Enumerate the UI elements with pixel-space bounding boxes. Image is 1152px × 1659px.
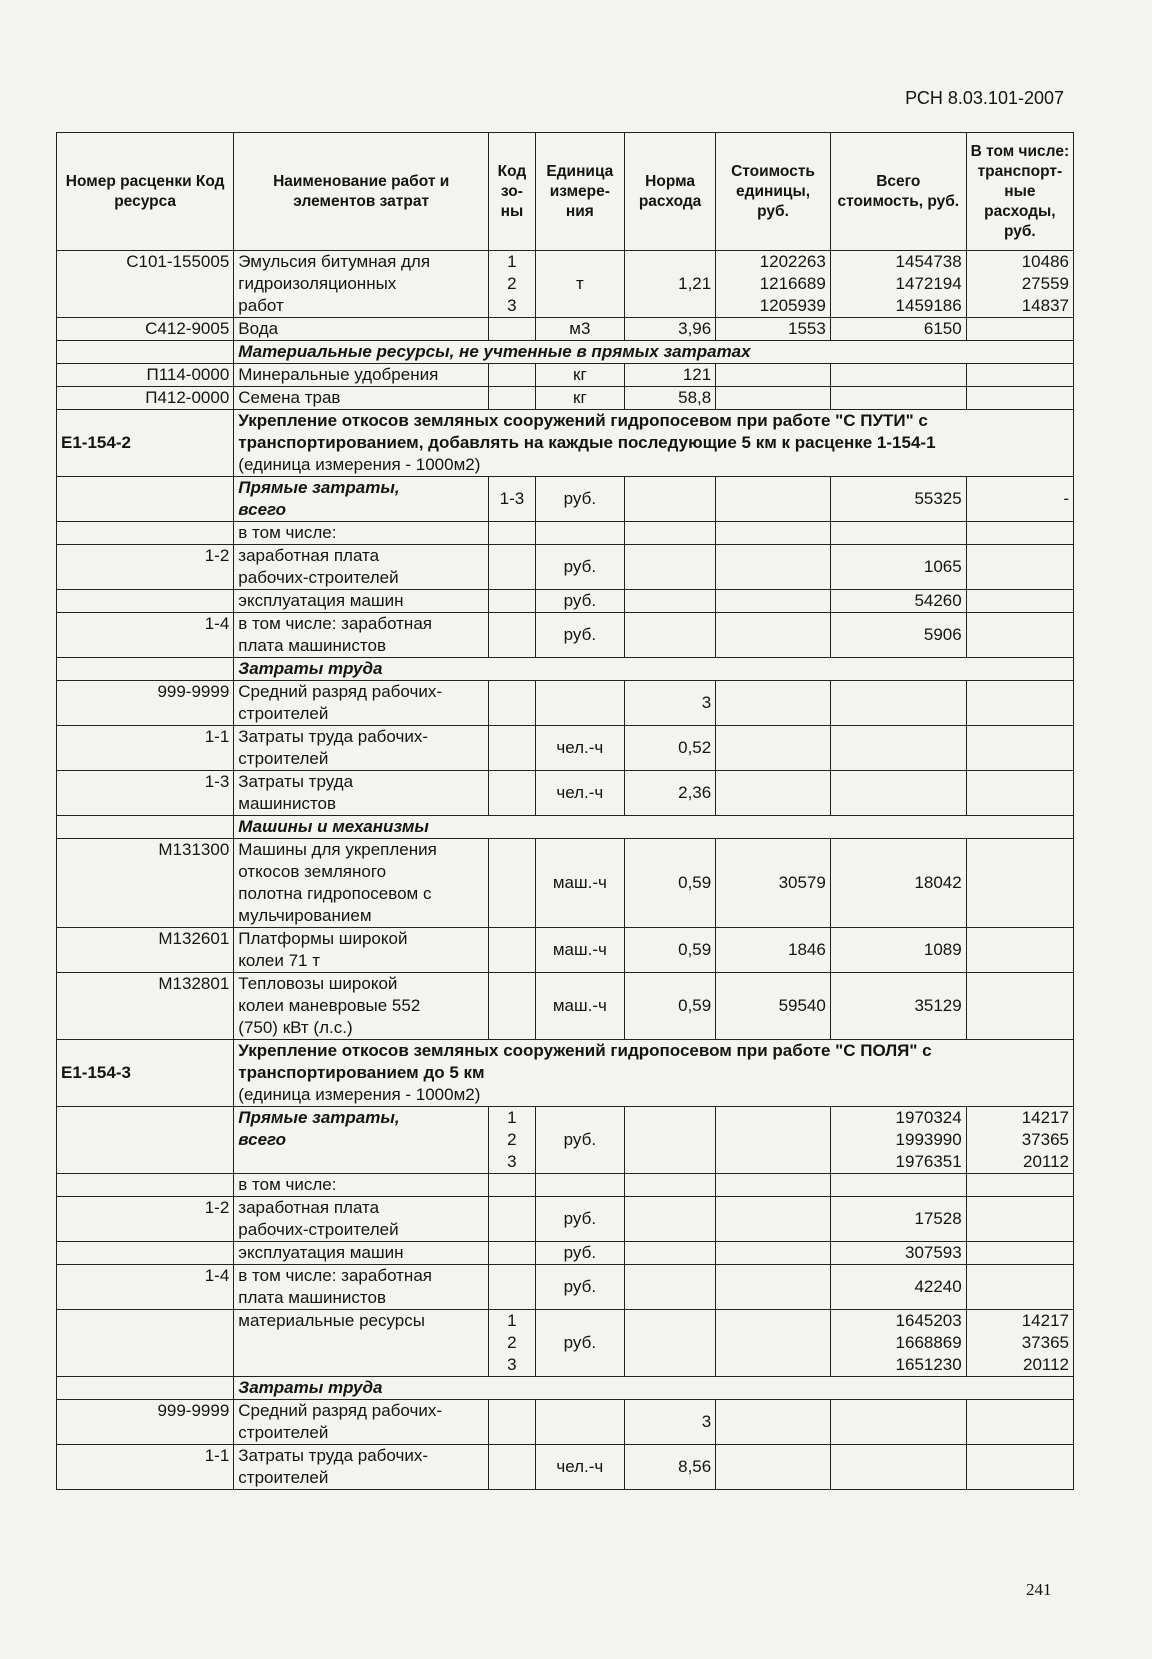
table-row	[57, 1242, 1074, 1265]
norm-cell: 0,59	[624, 973, 715, 1040]
name-cell: Затраты труда рабочих- строителей	[234, 726, 489, 771]
code-cell: 1-3	[57, 771, 234, 816]
transport-cell: 14217 37365 20112	[966, 1107, 1073, 1174]
name-cell: Машины для укрепления откосов земляного полотна гидропосевом с мульчированием	[234, 839, 489, 928]
rate-code: Е1-154-3	[57, 1040, 234, 1107]
code-cell: М132801	[57, 973, 234, 1040]
section-title: Материальные ресурсы, не учтенные в прямых затратах	[234, 341, 1074, 364]
unit-cost-cell: 30579	[716, 839, 831, 928]
transport-cell: 14217 37365 20112	[966, 1310, 1073, 1377]
zone-cell: 1 2 3	[489, 1310, 536, 1377]
unit-cell: кг	[535, 387, 624, 410]
column-header: Код зо-ны	[489, 133, 536, 251]
code-cell: С412-9005	[57, 318, 234, 341]
norm-cell: 3	[624, 1400, 715, 1445]
rate-title-text: Укрепление откосов земляных сооружений гидропосевом при работе "С ПОЛЯ" с транспортированием до 5 км	[238, 1041, 932, 1082]
table-row	[57, 364, 1074, 387]
name-cell: Вода	[234, 318, 489, 341]
section-row	[57, 816, 1074, 839]
section-title: Затраты труда	[234, 1377, 1074, 1400]
rate-title-text: Укрепление откосов земляных сооружений гидропосевом при работе "С ПУТИ" с транспортированием, добавлять на каждые последующие 5 км к расценке 1-154-1	[238, 411, 936, 452]
table-row	[57, 1445, 1074, 1490]
name-cell: эксплуатация машин	[234, 590, 489, 613]
unit-cell: руб.	[535, 590, 624, 613]
column-header: Номер расценки Код ресурса	[57, 133, 234, 251]
table-row	[57, 387, 1074, 410]
unit-cell: руб.	[535, 1107, 624, 1174]
unit-cost-cell: 1553	[716, 318, 831, 341]
code-cell: 999-9999	[57, 681, 234, 726]
table-row	[57, 771, 1074, 816]
table-row	[57, 839, 1074, 928]
table-header-row	[57, 133, 1074, 251]
unit-cost-cell: 1202263 1216689 1205939	[716, 251, 831, 318]
transport-cell	[966, 318, 1073, 341]
transport-cell: 10486 27559 14837	[966, 251, 1073, 318]
name-cell: Тепловозы широкой колеи маневровые 552 (750) кВт (л.с.)	[234, 973, 489, 1040]
name-cell: Затраты труда рабочих- строителей	[234, 1445, 489, 1490]
unit-note: (единица измерения - 1000м2)	[238, 455, 481, 474]
unit-cell: м3	[535, 318, 624, 341]
norm-cell: 3,96	[624, 318, 715, 341]
name-cell: Прямые затраты, всего	[234, 477, 489, 522]
column-header: Норма расхода	[624, 133, 715, 251]
norm-cell: 0,52	[624, 726, 715, 771]
unit-cell: кг	[535, 364, 624, 387]
table-row	[57, 1174, 1074, 1197]
table-row	[57, 477, 1074, 522]
name-cell: в том числе:	[234, 1174, 489, 1197]
column-header: Всего стоимость, руб.	[830, 133, 966, 251]
unit-cell: маш.-ч	[535, 973, 624, 1040]
table-row	[57, 928, 1074, 973]
unit-cell: т	[535, 251, 624, 318]
code-cell: 1-4	[57, 1265, 234, 1310]
total-cell: 1970324 1993990 1976351	[830, 1107, 966, 1174]
norm-cell: 0,59	[624, 839, 715, 928]
total-cell: 1065	[830, 545, 966, 590]
code-cell: 1-4	[57, 613, 234, 658]
unit-cell: маш.-ч	[535, 928, 624, 973]
table-row	[57, 522, 1074, 545]
table-row	[57, 1265, 1074, 1310]
unit-cell: чел.-ч	[535, 1445, 624, 1490]
code-cell: С101-155005	[57, 251, 234, 318]
code-cell: 1-2	[57, 545, 234, 590]
section-title: Машины и механизмы	[234, 816, 1074, 839]
code-cell: П114-0000	[57, 364, 234, 387]
section-row	[57, 341, 1074, 364]
norm-cell: 3	[624, 681, 715, 726]
table-row	[57, 1107, 1074, 1174]
name-cell: в том числе: заработная плата машинистов	[234, 1265, 489, 1310]
zone-cell: 1 2 3	[489, 251, 536, 318]
unit-cell: чел.-ч	[535, 726, 624, 771]
name-cell: Семена трав	[234, 387, 489, 410]
rate-title	[234, 1040, 1074, 1107]
norm-cell: 2,36	[624, 771, 715, 816]
zone-cell: 1 2 3	[489, 1107, 536, 1174]
name-cell: в том числе:	[234, 522, 489, 545]
code-cell: 1-1	[57, 1445, 234, 1490]
unit-cell: руб.	[535, 477, 624, 522]
name-cell: Прямые затраты, всего	[234, 1107, 489, 1174]
name-cell: Средний разряд рабочих- строителей	[234, 1400, 489, 1445]
total-cell: 18042	[830, 839, 966, 928]
total-cell: 1645203 1668869 1651230	[830, 1310, 966, 1377]
unit-cost-cell: 59540	[716, 973, 831, 1040]
total-cell: 55325	[830, 477, 966, 522]
name-cell: заработная плата рабочих-строителей	[234, 545, 489, 590]
table-row	[57, 726, 1074, 771]
total-cell: 42240	[830, 1265, 966, 1310]
code-cell: 1-2	[57, 1197, 234, 1242]
total-cell: 35129	[830, 973, 966, 1040]
unit-cell: руб.	[535, 1242, 624, 1265]
column-header: Стоимость единицы, руб.	[716, 133, 831, 251]
unit-cell: чел.-ч	[535, 771, 624, 816]
norm-cell: 58,8	[624, 387, 715, 410]
total-cell: 307593	[830, 1242, 966, 1265]
rates-table	[56, 132, 1074, 1490]
total-cell: 17528	[830, 1197, 966, 1242]
unit-note: (единица измерения - 1000м2)	[238, 1085, 481, 1104]
table-row	[57, 251, 1074, 318]
norm-cell: 8,56	[624, 1445, 715, 1490]
rate-title	[234, 410, 1074, 477]
unit-cost-cell: 1846	[716, 928, 831, 973]
name-cell: материальные ресурсы	[234, 1310, 489, 1377]
table-row	[57, 545, 1074, 590]
rate-code: Е1-154-2	[57, 410, 234, 477]
name-cell: Минеральные удобрения	[234, 364, 489, 387]
name-cell: эксплуатация машин	[234, 1242, 489, 1265]
table-row	[57, 318, 1074, 341]
norm-cell: 0,59	[624, 928, 715, 973]
table-row	[57, 590, 1074, 613]
total-cell: 6150	[830, 318, 966, 341]
name-cell: Платформы широкой колеи 71 т	[234, 928, 489, 973]
document-header: РСН 8.03.101-2007	[905, 88, 1064, 108]
name-cell: Затраты труда машинистов	[234, 771, 489, 816]
code-cell: 1-1	[57, 726, 234, 771]
section-row	[57, 658, 1074, 681]
column-header: В том числе: транспорт-ные расходы, руб.	[966, 133, 1073, 251]
column-header: Наименование работ и элементов затрат	[234, 133, 489, 251]
norm-cell: 1,21	[624, 251, 715, 318]
total-cell: 5906	[830, 613, 966, 658]
unit-cell: руб.	[535, 1310, 624, 1377]
total-cell: 1454738 1472194 1459186	[830, 251, 966, 318]
name-cell: в том числе: заработная плата машинистов	[234, 613, 489, 658]
unit-cell: руб.	[535, 1265, 624, 1310]
total-cell: 54260	[830, 590, 966, 613]
code-cell: М132601	[57, 928, 234, 973]
table-row	[57, 681, 1074, 726]
code-cell: П412-0000	[57, 387, 234, 410]
name-cell: Средний разряд рабочих- строителей	[234, 681, 489, 726]
page-number: 241	[1026, 1580, 1052, 1599]
table-row	[57, 1197, 1074, 1242]
table-row	[57, 1310, 1074, 1377]
table-row	[57, 613, 1074, 658]
name-cell: заработная плата рабочих-строителей	[234, 1197, 489, 1242]
norm-cell: 121	[624, 364, 715, 387]
name-cell: Эмульсия битумная для гидроизоляционных работ	[234, 251, 489, 318]
transport-cell: -	[966, 477, 1073, 522]
table-row	[57, 973, 1074, 1040]
table-row	[57, 1400, 1074, 1445]
unit-cell: руб.	[535, 545, 624, 590]
zone-cell	[489, 318, 536, 341]
rate-title-row	[57, 1040, 1074, 1107]
unit-cell: руб.	[535, 1197, 624, 1242]
zone-cell: 1-3	[489, 477, 536, 522]
section-row	[57, 1377, 1074, 1400]
total-cell: 1089	[830, 928, 966, 973]
section-title: Затраты труда	[234, 658, 1074, 681]
unit-cell: руб.	[535, 613, 624, 658]
column-header: Единица измере-ния	[535, 133, 624, 251]
rate-title-row	[57, 410, 1074, 477]
code-cell: М131300	[57, 839, 234, 928]
unit-cell: маш.-ч	[535, 839, 624, 928]
code-cell: 999-9999	[57, 1400, 234, 1445]
